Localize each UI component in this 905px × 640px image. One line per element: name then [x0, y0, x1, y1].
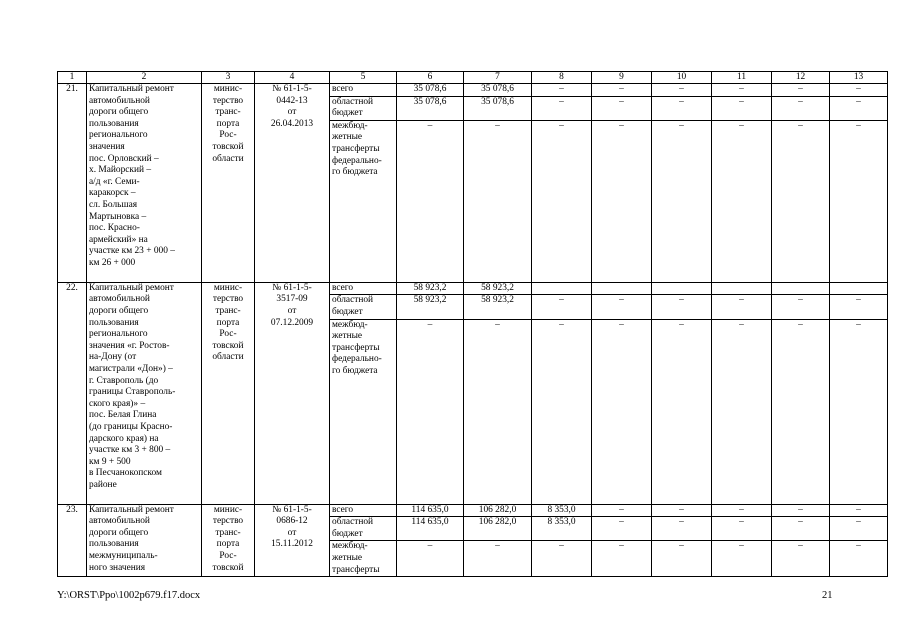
col-header: 11 [712, 72, 772, 84]
amount-cell [532, 282, 592, 295]
footer-page-number: 21 [822, 590, 833, 601]
amount-cell: – [652, 541, 712, 577]
budget-table [57, 71, 888, 577]
amount-cell: – [772, 319, 830, 504]
amount-cell [830, 282, 888, 295]
amount-cell: – [652, 504, 712, 517]
amount-cell: – [652, 319, 712, 504]
amount-cell: – [830, 319, 888, 504]
table-row [58, 84, 888, 97]
document-number: № 61-1-5- 0686-12 от 15.11.2012 [255, 504, 330, 577]
object-name: Капитальный ремонт автомобильной дороги общего пользования регионального значения «г. Ростов- на-Дону (от магистрали «Дон») – г. Ставрополь (до границы Ставрополь- ского края)» – пос. Белая Глина (до границы Красно- дарского края) на участке км 3 + 800 – км 9 + 500 в Песчанокопском районе [87, 282, 202, 504]
amount-cell: – [652, 96, 712, 120]
amount-cell: – [592, 541, 652, 577]
col-header: 10 [652, 72, 712, 84]
funding-source: областной бюджет [330, 295, 397, 319]
amount-cell: 106 282,0 [464, 517, 532, 541]
amount-cell: – [712, 120, 772, 282]
col-header: 12 [772, 72, 830, 84]
amount-cell: – [712, 517, 772, 541]
funding-source: всего [330, 504, 397, 517]
amount-cell: – [652, 120, 712, 282]
responsible-org: минис- терство транс- порта Рос- товской области [202, 84, 255, 283]
object-name: Капитальный ремонт автомобильной дороги общего пользования регионального значения пос. Орловский – х. Майорский – а/д «г. Семи- каракорск – сл. Большая Мартыновка – пос. Красно- армейский» на участке км 23 + 000 – км 26 + 000 [87, 84, 202, 283]
amount-cell: – [532, 295, 592, 319]
col-header: 9 [592, 72, 652, 84]
funding-source: межбюд- жетные трансферты [330, 541, 397, 577]
object-name: Капитальный ремонт автомобильной дороги общего пользования межмуниципаль- ного значения [87, 504, 202, 577]
amount-cell: – [772, 120, 830, 282]
row-number: 22. [58, 282, 87, 504]
amount-cell: 35 078,6 [464, 96, 532, 120]
document-number: № 61-1-5- 0442-13 от 26.04.2013 [255, 84, 330, 283]
row-number: 21. [58, 84, 87, 283]
col-header: 13 [830, 72, 888, 84]
amount-cell: – [772, 517, 830, 541]
amount-cell: 35 078,6 [397, 84, 464, 97]
amount-cell [652, 282, 712, 295]
footer-file-path: Y:\ORST\Ppo\1002p679.f17.docx [57, 590, 201, 601]
amount-cell: – [592, 295, 652, 319]
amount-cell: 58 923,2 [464, 295, 532, 319]
amount-cell: – [772, 541, 830, 577]
amount-cell [712, 282, 772, 295]
amount-cell: – [712, 541, 772, 577]
amount-cell: – [830, 517, 888, 541]
amount-cell: – [652, 517, 712, 541]
amount-cell: – [532, 84, 592, 97]
table-row [58, 282, 888, 295]
amount-cell: 58 923,2 [464, 282, 532, 295]
col-header: 3 [202, 72, 255, 84]
amount-cell: – [652, 84, 712, 97]
amount-cell: – [830, 120, 888, 282]
amount-cell: – [712, 319, 772, 504]
funding-source: межбюд- жетные трансферты федерально- го бюджета [330, 319, 397, 504]
amount-cell: – [592, 319, 652, 504]
col-header: 6 [397, 72, 464, 84]
amount-cell: 35 078,6 [397, 96, 464, 120]
amount-cell: 106 282,0 [464, 504, 532, 517]
amount-cell: – [830, 96, 888, 120]
amount-cell: – [592, 517, 652, 541]
table-row [58, 504, 888, 517]
amount-cell: – [772, 84, 830, 97]
amount-cell: 8 353,0 [532, 517, 592, 541]
col-header: 7 [464, 72, 532, 84]
amount-cell: – [532, 319, 592, 504]
amount-cell: 35 078,6 [464, 84, 532, 97]
amount-cell: – [772, 96, 830, 120]
col-header: 4 [255, 72, 330, 84]
funding-source: межбюд- жетные трансферты федерально- го бюджета [330, 120, 397, 282]
amount-cell: – [592, 96, 652, 120]
document-number: № 61-1-5- 3517-09 от 07.12.2009 [255, 282, 330, 504]
amount-cell: 58 923,2 [397, 295, 464, 319]
col-header: 2 [87, 72, 202, 84]
amount-cell: – [830, 504, 888, 517]
amount-cell: – [712, 295, 772, 319]
amount-cell: – [652, 295, 712, 319]
amount-cell: – [712, 96, 772, 120]
amount-cell: – [830, 295, 888, 319]
amount-cell [772, 282, 830, 295]
amount-cell: 58 923,2 [397, 282, 464, 295]
amount-cell: 114 635,0 [397, 517, 464, 541]
amount-cell: – [772, 295, 830, 319]
funding-source: всего [330, 84, 397, 97]
amount-cell: – [592, 84, 652, 97]
responsible-org: минис- терство транс- порта Рос- товской [202, 504, 255, 577]
header-row [58, 72, 888, 84]
funding-source: областной бюджет [330, 96, 397, 120]
col-header: 8 [532, 72, 592, 84]
amount-cell: – [772, 504, 830, 517]
amount-cell: – [397, 541, 464, 577]
amount-cell [592, 282, 652, 295]
amount-cell: 114 635,0 [397, 504, 464, 517]
amount-cell: – [712, 84, 772, 97]
amount-cell: – [830, 84, 888, 97]
amount-cell: – [397, 319, 464, 504]
amount-cell: – [592, 504, 652, 517]
amount-cell: – [397, 120, 464, 282]
amount-cell: – [532, 96, 592, 120]
responsible-org: минис- терство транс- порта Рос- товской области [202, 282, 255, 504]
col-header: 1 [58, 72, 87, 84]
amount-cell: – [464, 319, 532, 504]
funding-source: всего [330, 282, 397, 295]
amount-cell: – [830, 541, 888, 577]
funding-source: областной бюджет [330, 517, 397, 541]
amount-cell: 8 353,0 [532, 504, 592, 517]
amount-cell: – [464, 120, 532, 282]
amount-cell: – [532, 541, 592, 577]
amount-cell: – [464, 541, 532, 577]
amount-cell: – [712, 504, 772, 517]
row-number: 23. [58, 504, 87, 577]
col-header: 5 [330, 72, 397, 84]
amount-cell: – [592, 120, 652, 282]
amount-cell: – [532, 120, 592, 282]
